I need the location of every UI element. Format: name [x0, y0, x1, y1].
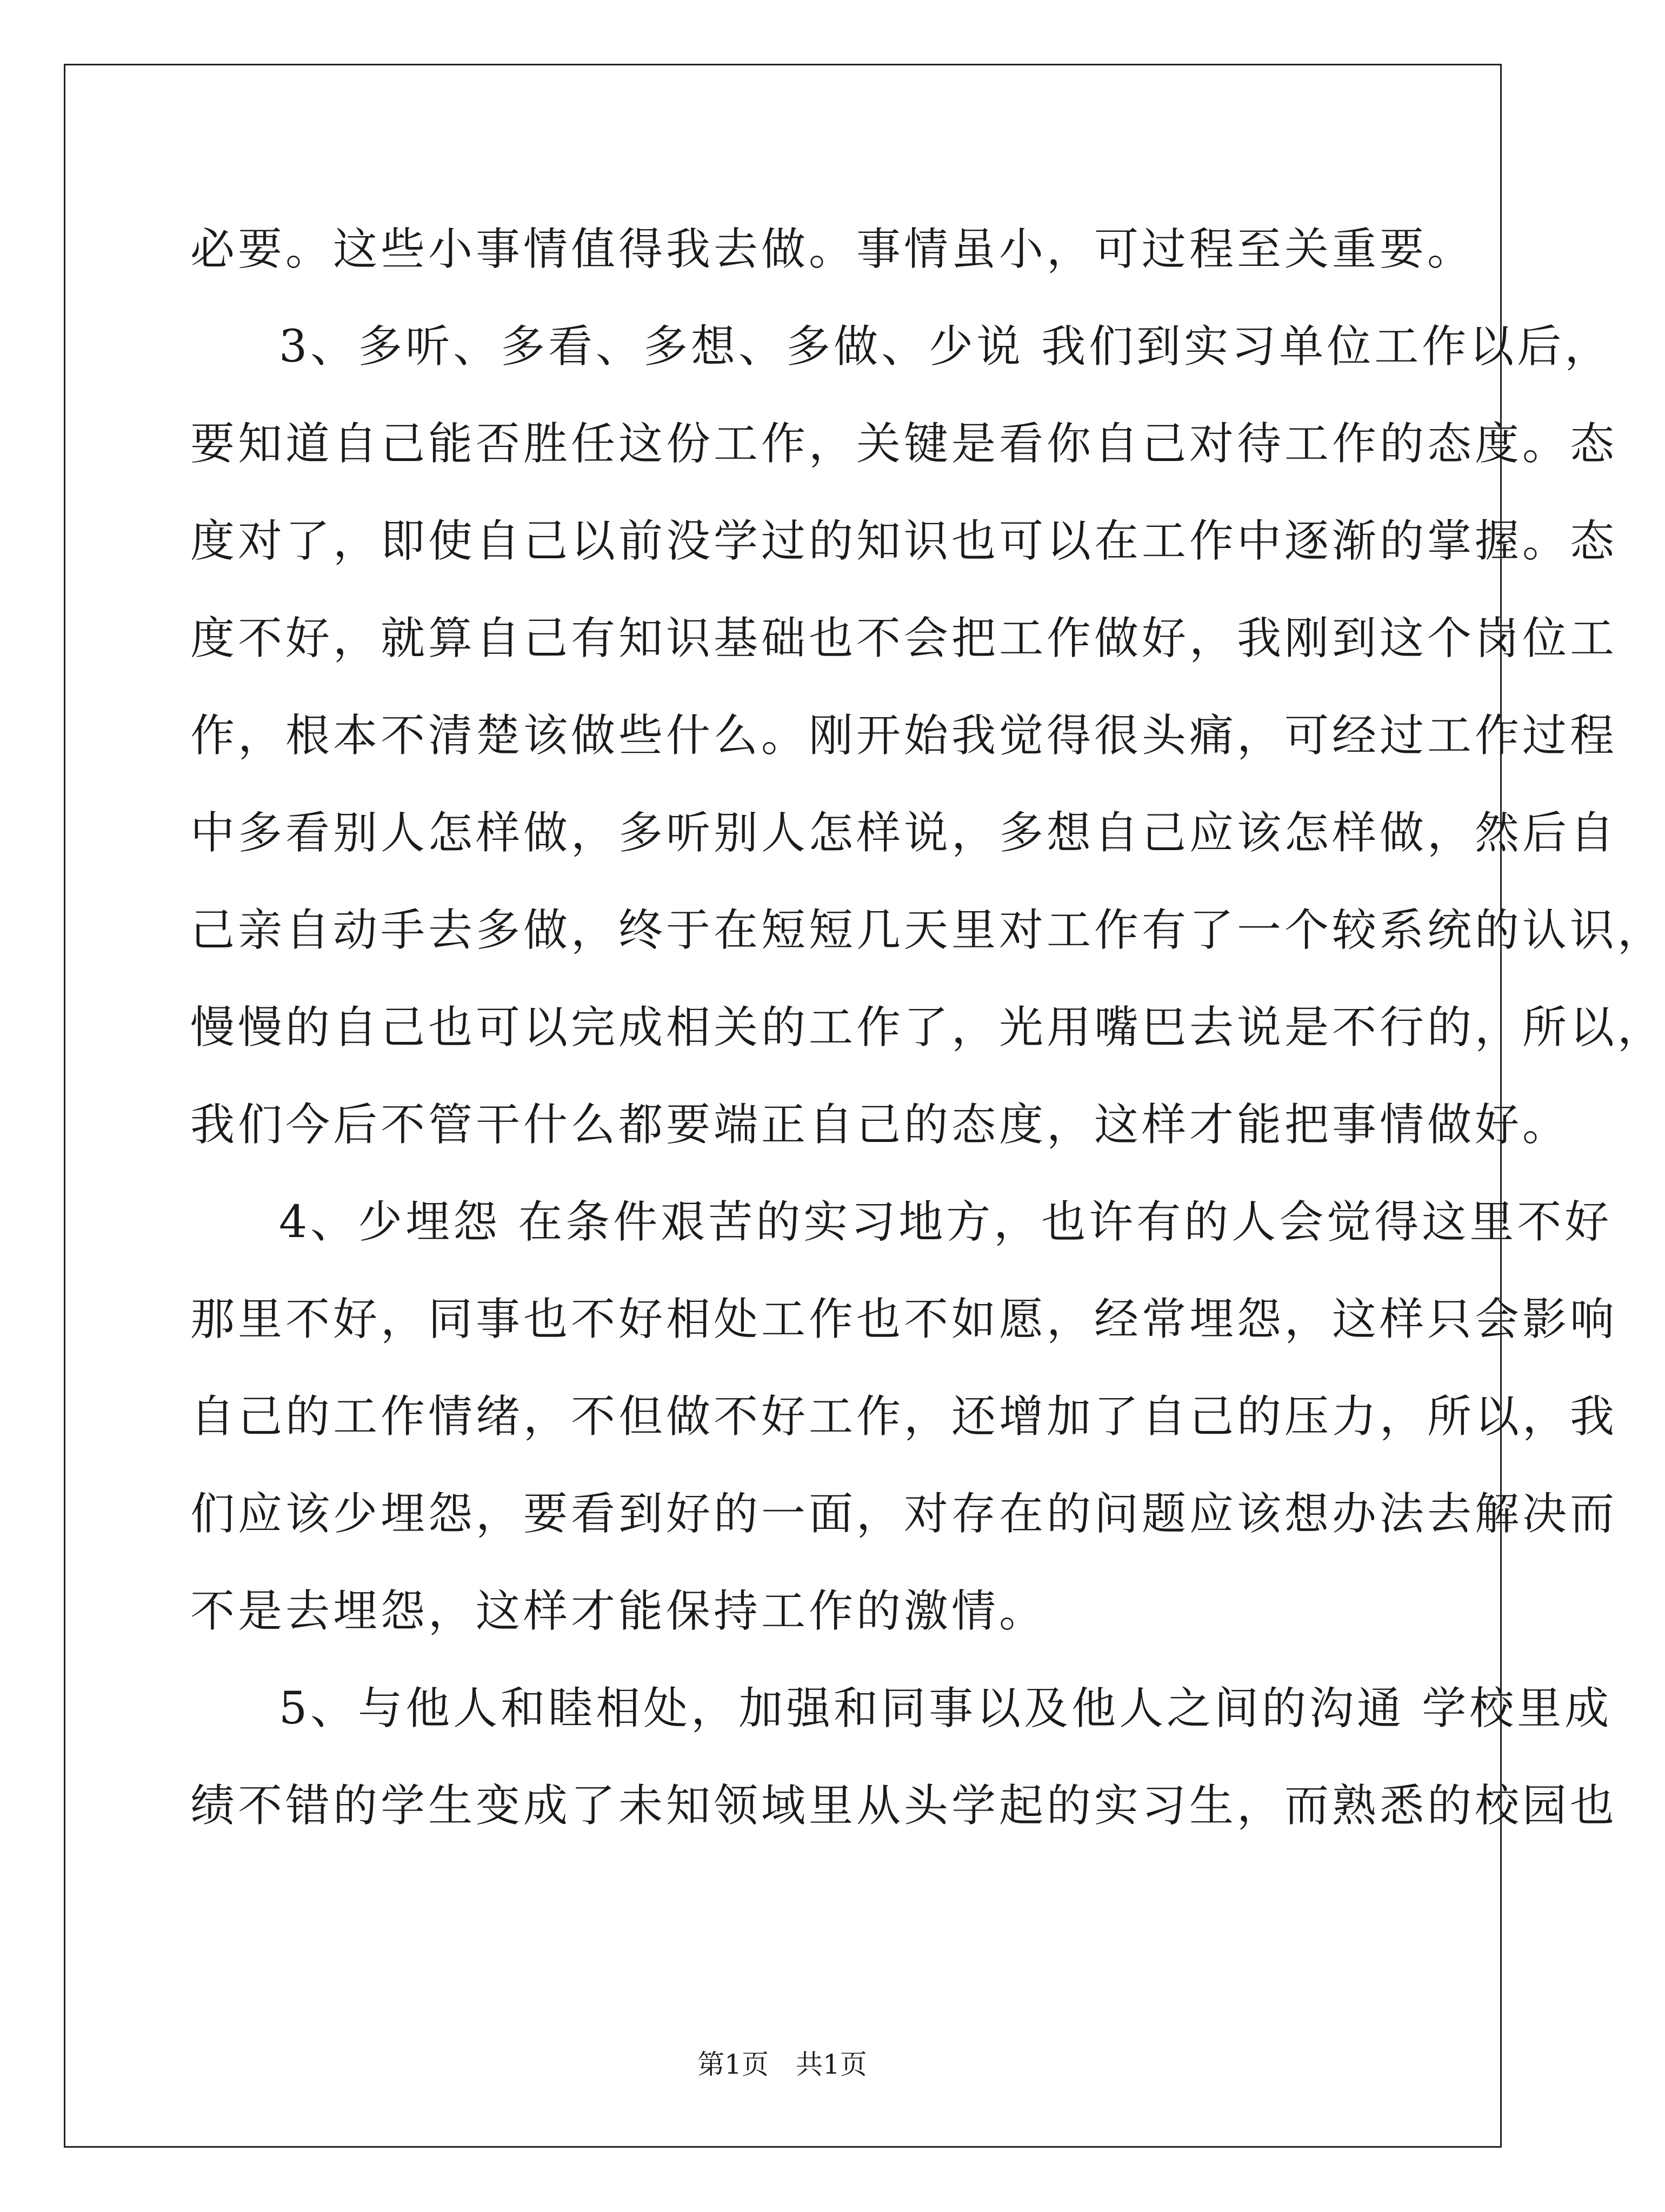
text-line-1: 必要。这些小事情值得我去做。事情虽小，可过程至关重要。 — [190, 224, 1475, 275]
text-line-9: 慢慢的自己也可以完成相关的工作了，光用嘴巴去说是不行的，所以， — [190, 1002, 1665, 1053]
page-number-total: 共1页 — [796, 2049, 867, 2080]
text-line-14: 们应该少埋怨，要看到好的一面，对存在的问题应该想办法去解决而 — [190, 1488, 1618, 1540]
text-line-6: 作，根本不清楚该做些什么。刚开始我觉得很头痛，可经过工作过程 — [190, 710, 1618, 761]
text-line-11: 4、少埋怨 在条件艰苦的实习地方，也许有的人会觉得这里不好 — [279, 1197, 1613, 1248]
text-line-10: 我们今后不管干什么都要端正自己的态度，这样才能把事情做好。 — [190, 1099, 1570, 1151]
text-line-2: 3、多听、多看、多想、多做、少说 我们到实习单位工作以后， — [279, 321, 1613, 372]
text-line-13: 自己的工作情绪，不但做不好工作，还增加了自己的压力，所以，我 — [190, 1391, 1618, 1442]
text-line-16: 5、与他人和睦相处，加强和同事以及他人之间的沟通 学校里成 — [279, 1683, 1613, 1734]
document-body — [190, 201, 1665, 1855]
text-line-8: 己亲自动手去多做，终于在短短几天里对工作有了一个较系统的认识， — [190, 905, 1665, 956]
page-number-current: 第1页 — [697, 2049, 769, 2080]
text-line-12: 那里不好，同事也不好相处工作也不如愿，经常埋怨，这样只会影响 — [190, 1294, 1618, 1345]
text-line-3: 要知道自己能否胜任这份工作，关键是看你自己对待工作的态度。态 — [190, 418, 1618, 470]
text-line-15: 不是去埋怨，这样才能保持工作的激情。 — [190, 1586, 1047, 1637]
text-line-17: 绩不错的学生变成了未知领域里从头学起的实习生，而熟悉的校园也 — [190, 1780, 1618, 1832]
text-line-5: 度不好，就算自己有知识基础也不会把工作做好，我刚到这个岗位工 — [190, 613, 1618, 664]
page-footer — [0, 2048, 1564, 2081]
text-line-7: 中多看别人怎样做，多听别人怎样说，多想自己应该怎样做，然后自 — [190, 807, 1618, 859]
text-line-4: 度对了，即使自己以前没学过的知识也可以在工作中逐渐的掌握。态 — [190, 516, 1618, 567]
